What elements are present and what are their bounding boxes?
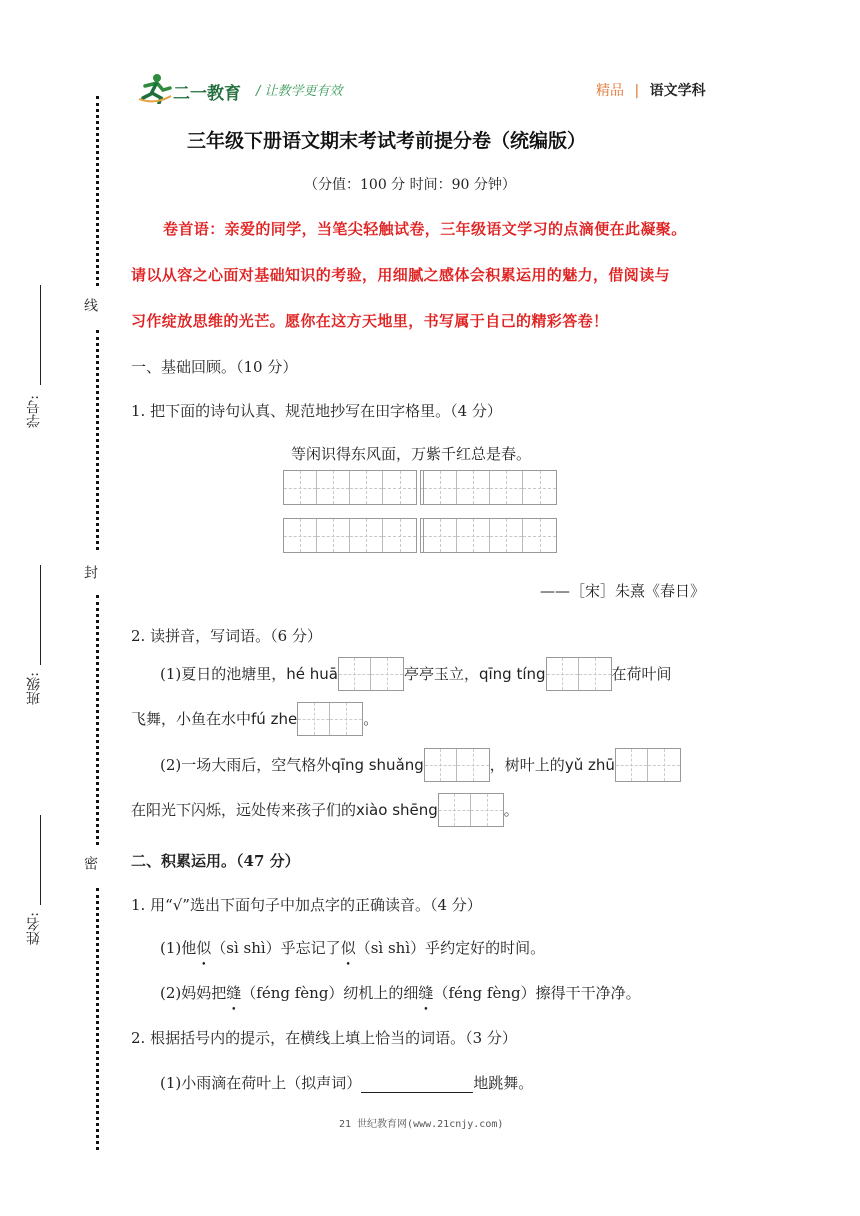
tian-cell[interactable] [457, 519, 490, 552]
name-label: 姓名: [26, 912, 42, 945]
header-slogan: / 让教学更有效 [256, 84, 343, 99]
answer-box[interactable] [546, 657, 612, 691]
tian-cell[interactable] [490, 471, 523, 504]
binding-char-seal: 封 [82, 565, 98, 579]
dotted-char: 缝 [418, 984, 434, 1002]
s2-q1-prompt: 1. 用“√”选出下面句子中加点字的正确读音。（4 分） [131, 896, 482, 914]
tian-cell[interactable] [317, 519, 350, 552]
page-footer: 21 世纪教育网(www.21cnjy.com) [339, 1119, 504, 1130]
tian-cell[interactable] [424, 471, 457, 504]
s1-q1-prompt: 1. 把下面的诗句认真、规范地抄写在田字格里。（4 分） [131, 402, 502, 420]
s2-q2-prompt: 2. 根据括号内的提示，在横线上填上恰当的词语。（3 分） [131, 1029, 517, 1047]
page-title: 三年级下册语文期末考试考前提分卷（统编版） [187, 130, 587, 152]
student-no-label: 学号: [26, 395, 42, 428]
pinyin: qīng shuǎng [331, 756, 424, 774]
text: 地跳舞。 [473, 1074, 534, 1092]
binding-line-bottom [96, 888, 99, 1150]
pinyin: xiào shēng [356, 801, 438, 819]
text: (1)小雨滴在荷叶上（拟声词） [160, 1074, 362, 1092]
page-subtitle: （分值：100 分 时间：90 分钟） [304, 177, 516, 193]
s1-q2-line2 [131, 702, 378, 736]
answer-box[interactable] [338, 657, 404, 691]
tian-cell[interactable] [424, 519, 457, 552]
poem-line: 等闲识得东风面，万紫千红总是春。 [291, 445, 532, 463]
tian-cell[interactable] [523, 471, 556, 504]
text: 亭亭玉立， [403, 665, 479, 683]
answer-box[interactable] [424, 748, 490, 782]
class-label: 班级: [26, 672, 42, 705]
tian-cell[interactable] [284, 519, 317, 552]
tian-cell[interactable] [284, 471, 317, 504]
text: 在荷叶间 [611, 665, 672, 683]
logo-text: 二一教育 [173, 84, 241, 104]
text[interactable]: （sì shì）乎忘记了 [211, 939, 341, 957]
s1-q2-line3 [160, 748, 681, 782]
binding-char-secret: 密 [82, 856, 98, 870]
text: 。 [503, 801, 519, 819]
answer-box[interactable] [615, 748, 681, 782]
dotted-char: 似 [340, 939, 356, 957]
student-no-field[interactable] [40, 285, 41, 385]
text: 飞舞，小鱼在水中 [131, 710, 252, 728]
header-right [596, 80, 706, 100]
tian-group [423, 470, 557, 505]
pinyin: fú zhe [251, 710, 298, 728]
tian-cell[interactable] [523, 519, 556, 552]
binding-line-mid2 [96, 595, 99, 845]
s1-q2-line4 [131, 793, 519, 827]
tian-cell[interactable] [317, 471, 350, 504]
text: ，树叶上的 [489, 756, 565, 774]
subject-label: 语文学科 [649, 83, 706, 99]
text: (1)夏日的池塘里， [160, 665, 287, 683]
tian-cell[interactable] [383, 471, 416, 504]
tian-grid-row-2b [423, 518, 560, 553]
s2-q2-sentence-1 [160, 1072, 533, 1093]
text: 在阳光下闪烁，远处传来孩子们的 [131, 801, 357, 819]
text[interactable]: （féng fèng）擦得干干净净。 [433, 984, 641, 1002]
text[interactable]: （sì shì）乎约定好的时间。 [355, 939, 546, 957]
answer-box[interactable] [297, 702, 363, 736]
tian-cell[interactable] [490, 519, 523, 552]
class-field[interactable] [40, 565, 41, 665]
tian-group [283, 518, 417, 553]
pinyin: qīng tíng [478, 665, 546, 683]
logo [137, 72, 247, 104]
binding-char-line: 线 [82, 298, 98, 312]
poem-attribution: ——［宋］朱熹《春日》 [540, 582, 706, 600]
pinyin: hé huā [286, 665, 338, 683]
section2-heading: 二、积累运用。（47 分） [131, 852, 300, 870]
tian-grid-row-1b [423, 470, 560, 505]
tian-cell[interactable] [383, 519, 416, 552]
s2-q1-sentence-1 [160, 937, 545, 958]
section1-heading: 一、基础回顾。（10 分） [131, 358, 298, 376]
tian-cell[interactable] [350, 519, 383, 552]
tian-cell[interactable] [457, 471, 490, 504]
header-separator: | [634, 83, 640, 99]
answer-box[interactable] [438, 793, 504, 827]
brand-label: 精品 [596, 83, 624, 99]
dotted-char: 缝 [226, 984, 242, 1002]
fill-blank[interactable] [361, 1076, 473, 1093]
text: (2)妈妈把 [160, 984, 227, 1002]
tian-group [423, 518, 557, 553]
text: (1)他 [160, 939, 197, 957]
tian-group [283, 470, 417, 505]
preface-line-2: 请以从容之心面对基础知识的考验，用细腻之感体会积累运用的魅力，借阅读与 [131, 266, 671, 284]
pinyin: yǔ zhū [564, 756, 615, 774]
text: 。 [363, 710, 379, 728]
binding-line-mid1 [96, 330, 99, 550]
dotted-char: 似 [196, 939, 212, 957]
s2-q1-sentence-2 [160, 982, 641, 1003]
binding-line-top [96, 96, 99, 286]
text: (2)一场大雨后，空气格外 [160, 756, 332, 774]
tian-cell[interactable] [350, 471, 383, 504]
preface-line-3: 习作绽放思维的光芒。愿你在这方天地里，书写属于自己的精彩答卷！ [131, 312, 609, 330]
s1-q2-line1 [160, 657, 672, 691]
name-field[interactable] [40, 815, 41, 905]
s1-q2-prompt: 2. 读拼音，写词语。（6 分） [131, 627, 322, 645]
preface-line-1: 卷首语：亲爱的同学，当笔尖轻触试卷，三年级语文学习的点滴便在此凝聚。 [163, 220, 687, 238]
runner-logo-icon [137, 72, 173, 104]
text[interactable]: （féng fèng）纫机上的细 [241, 984, 419, 1002]
